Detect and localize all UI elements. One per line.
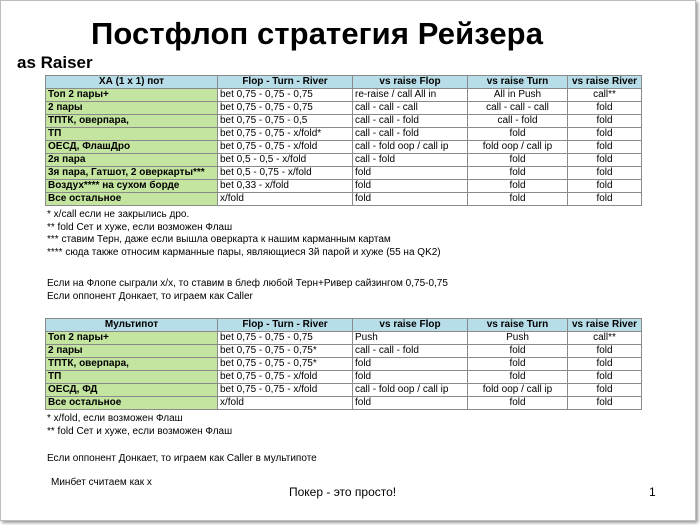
footnote: * x/fold, если возможен Флаш xyxy=(47,413,183,424)
table-row xyxy=(46,358,642,371)
hand-cell: 2я пара xyxy=(46,154,218,167)
turn-cell: fold xyxy=(468,371,568,384)
flop-cell: call - fold oop / call ip xyxy=(353,384,468,397)
hand-cell: ТП xyxy=(46,371,218,384)
table-row xyxy=(46,180,642,193)
flop-cell: fold xyxy=(353,193,468,206)
table-row xyxy=(46,371,642,384)
turn-cell: Push xyxy=(468,332,568,345)
ftr-cell: bet 0,75 - 0,75 - x/fold xyxy=(218,384,353,397)
turn-cell: fold xyxy=(468,167,568,180)
turn-cell: fold oop / call ip xyxy=(468,141,568,154)
section-subtitle: as Raiser xyxy=(17,53,93,72)
ftr-cell: bet 0,75 - 0,75 - 0,75* xyxy=(218,345,353,358)
table-row xyxy=(46,332,642,345)
flop-cell: call - fold xyxy=(353,154,468,167)
river-cell: fold xyxy=(568,358,642,371)
ftr-cell: bet 0,75 - 0,75 - x/fold* xyxy=(218,128,353,141)
footnote: **** сюда также относим карманные пары, являющиеся 3й парой и хуже (55 на QK2) xyxy=(47,246,441,258)
table-row xyxy=(46,115,642,128)
header-vs-raise-turn: vs raise Turn xyxy=(468,76,568,89)
remarks-multipot xyxy=(47,453,317,466)
river-cell: fold xyxy=(568,345,642,358)
hand-cell: Все остальное xyxy=(46,397,218,410)
header-vs-raise-river: vs raise River xyxy=(568,76,642,89)
hand-cell: Все остальное xyxy=(46,193,218,206)
ftr-cell: bet 0,33 - x/fold xyxy=(218,180,353,193)
ftr-cell: bet 0,75 - 0,75 - x/fold xyxy=(218,371,353,384)
table-header-row xyxy=(46,76,642,89)
header-hand: ХА (1 х 1) пот xyxy=(46,76,218,89)
header-vs-raise-turn: vs raise Turn xyxy=(468,319,568,332)
flop-cell: call - call - fold xyxy=(353,345,468,358)
hand-cell: ОЕСД, ФлашДро xyxy=(46,141,218,154)
hand-cell: Топ 2 пары+ xyxy=(46,89,218,102)
table-row xyxy=(46,141,642,154)
footnotes-multipot xyxy=(47,413,232,438)
river-cell: fold xyxy=(568,115,642,128)
remark: Если на Флопе сыграли х/х, то ставим в блеф любой Терн+Ривер сайзингом 0,75-0,75 xyxy=(47,278,448,289)
remark: Если оппонент Донкает, то играем как Caller в мультипоте xyxy=(47,453,317,464)
ftr-cell: bet 0,5 - 0,75 - x/fold xyxy=(218,167,353,180)
ftr-cell: bet 0,75 - 0,75 - 0,75* xyxy=(218,358,353,371)
turn-cell: call - call - call xyxy=(468,102,568,115)
hand-cell: 2 пары xyxy=(46,102,218,115)
flop-cell: call - call - fold xyxy=(353,128,468,141)
river-cell: fold xyxy=(568,167,642,180)
ftr-cell: bet 0,75 - 0,75 - 0,5 xyxy=(218,115,353,128)
table-row xyxy=(46,345,642,358)
river-cell: fold xyxy=(568,193,642,206)
ftr-cell: x/fold xyxy=(218,193,353,206)
table-row xyxy=(46,154,642,167)
hand-cell: 2 пары xyxy=(46,345,218,358)
table-header-row xyxy=(46,319,642,332)
page-number: 1 xyxy=(649,485,656,499)
hand-cell: 3я пара, Гатшот, 2 оверкарты*** xyxy=(46,167,218,180)
turn-cell: fold xyxy=(468,358,568,371)
turn-cell: call - fold xyxy=(468,115,568,128)
table-row xyxy=(46,397,642,410)
flop-cell: Push xyxy=(353,332,468,345)
headsup-strategy-table xyxy=(45,75,642,206)
hand-cell: ОЕСД, ФД xyxy=(46,384,218,397)
header-flop-turn-river: Flop - Turn - River xyxy=(218,76,353,89)
river-cell: fold xyxy=(568,397,642,410)
header-vs-raise-river: vs raise River xyxy=(568,319,642,332)
flop-cell: fold xyxy=(353,397,468,410)
table-row xyxy=(46,167,642,180)
river-cell: fold xyxy=(568,128,642,141)
flop-cell: call - call - call xyxy=(353,102,468,115)
turn-cell: All in Push xyxy=(468,89,568,102)
ftr-cell: bet 0,75 - 0,75 - 0,75 xyxy=(218,102,353,115)
river-cell: fold xyxy=(568,154,642,167)
footer-text: Покер - это просто! xyxy=(289,485,397,499)
hand-cell: ТПТК, оверпара, xyxy=(46,358,218,371)
flop-cell: fold xyxy=(353,371,468,384)
header-vs-raise-flop: vs raise Flop xyxy=(353,76,468,89)
river-cell: fold xyxy=(568,102,642,115)
flop-cell: fold xyxy=(353,167,468,180)
flop-cell: call - fold oop / call ip xyxy=(353,141,468,154)
flop-cell: fold xyxy=(353,180,468,193)
table-row xyxy=(46,89,642,102)
remarks-headsup xyxy=(47,278,448,303)
page-title: Постфлоп стратегия Рейзера xyxy=(91,16,544,51)
footnotes-headsup xyxy=(47,209,441,259)
hand-cell: ТПТК, оверпара, xyxy=(46,115,218,128)
table-row xyxy=(46,384,642,397)
turn-cell: fold xyxy=(468,180,568,193)
flop-cell: re-raise / call All in xyxy=(353,89,468,102)
minbet-note: Минбет считаем как х xyxy=(51,477,152,488)
hand-cell: ТП xyxy=(46,128,218,141)
remark: Если оппонент Донкает, то играем как Caller xyxy=(47,290,253,302)
multipot-strategy-table xyxy=(45,318,642,410)
hand-cell: Топ 2 пары+ xyxy=(46,332,218,345)
table-row xyxy=(46,102,642,115)
river-cell: fold xyxy=(568,180,642,193)
ftr-cell: bet 0,75 - 0,75 - 0,75 xyxy=(218,89,353,102)
turn-cell: fold xyxy=(468,193,568,206)
footnote: ** fold Сет и хуже, если возможен Флаш xyxy=(47,221,233,233)
turn-cell: fold xyxy=(468,397,568,410)
ftr-cell: x/fold xyxy=(218,397,353,410)
river-cell: fold xyxy=(568,384,642,397)
ftr-cell: bet 0,75 - 0,75 - x/fold xyxy=(218,141,353,154)
ftr-cell: bet 0,75 - 0,75 - 0,75 xyxy=(218,332,353,345)
river-cell: fold xyxy=(568,371,642,384)
turn-cell: fold xyxy=(468,154,568,167)
flop-cell: call - call - fold xyxy=(353,115,468,128)
ftr-cell: bet 0,5 - 0,5 - x/fold xyxy=(218,154,353,167)
header-flop-turn-river: Flop - Turn - River xyxy=(218,319,353,332)
table-row xyxy=(46,128,642,141)
footnote: ** fold Сет и хуже, если возможен Флаш xyxy=(47,425,233,437)
header-hand: Мультипот xyxy=(46,319,218,332)
turn-cell: fold xyxy=(468,128,568,141)
table-row xyxy=(46,193,642,206)
river-cell: call** xyxy=(568,89,642,102)
hand-cell: Воздух**** на сухом борде xyxy=(46,180,218,193)
turn-cell: fold xyxy=(468,345,568,358)
header-vs-raise-flop: vs raise Flop xyxy=(353,319,468,332)
flop-cell: fold xyxy=(353,358,468,371)
river-cell: call** xyxy=(568,332,642,345)
footnote: * x/call если не закрылись дро. xyxy=(47,209,190,220)
river-cell: fold xyxy=(568,141,642,154)
turn-cell: fold oop / call ip xyxy=(468,384,568,397)
footnote: *** ставим Терн, даже если вышла оверкарта к нашим карманным картам xyxy=(47,234,391,245)
